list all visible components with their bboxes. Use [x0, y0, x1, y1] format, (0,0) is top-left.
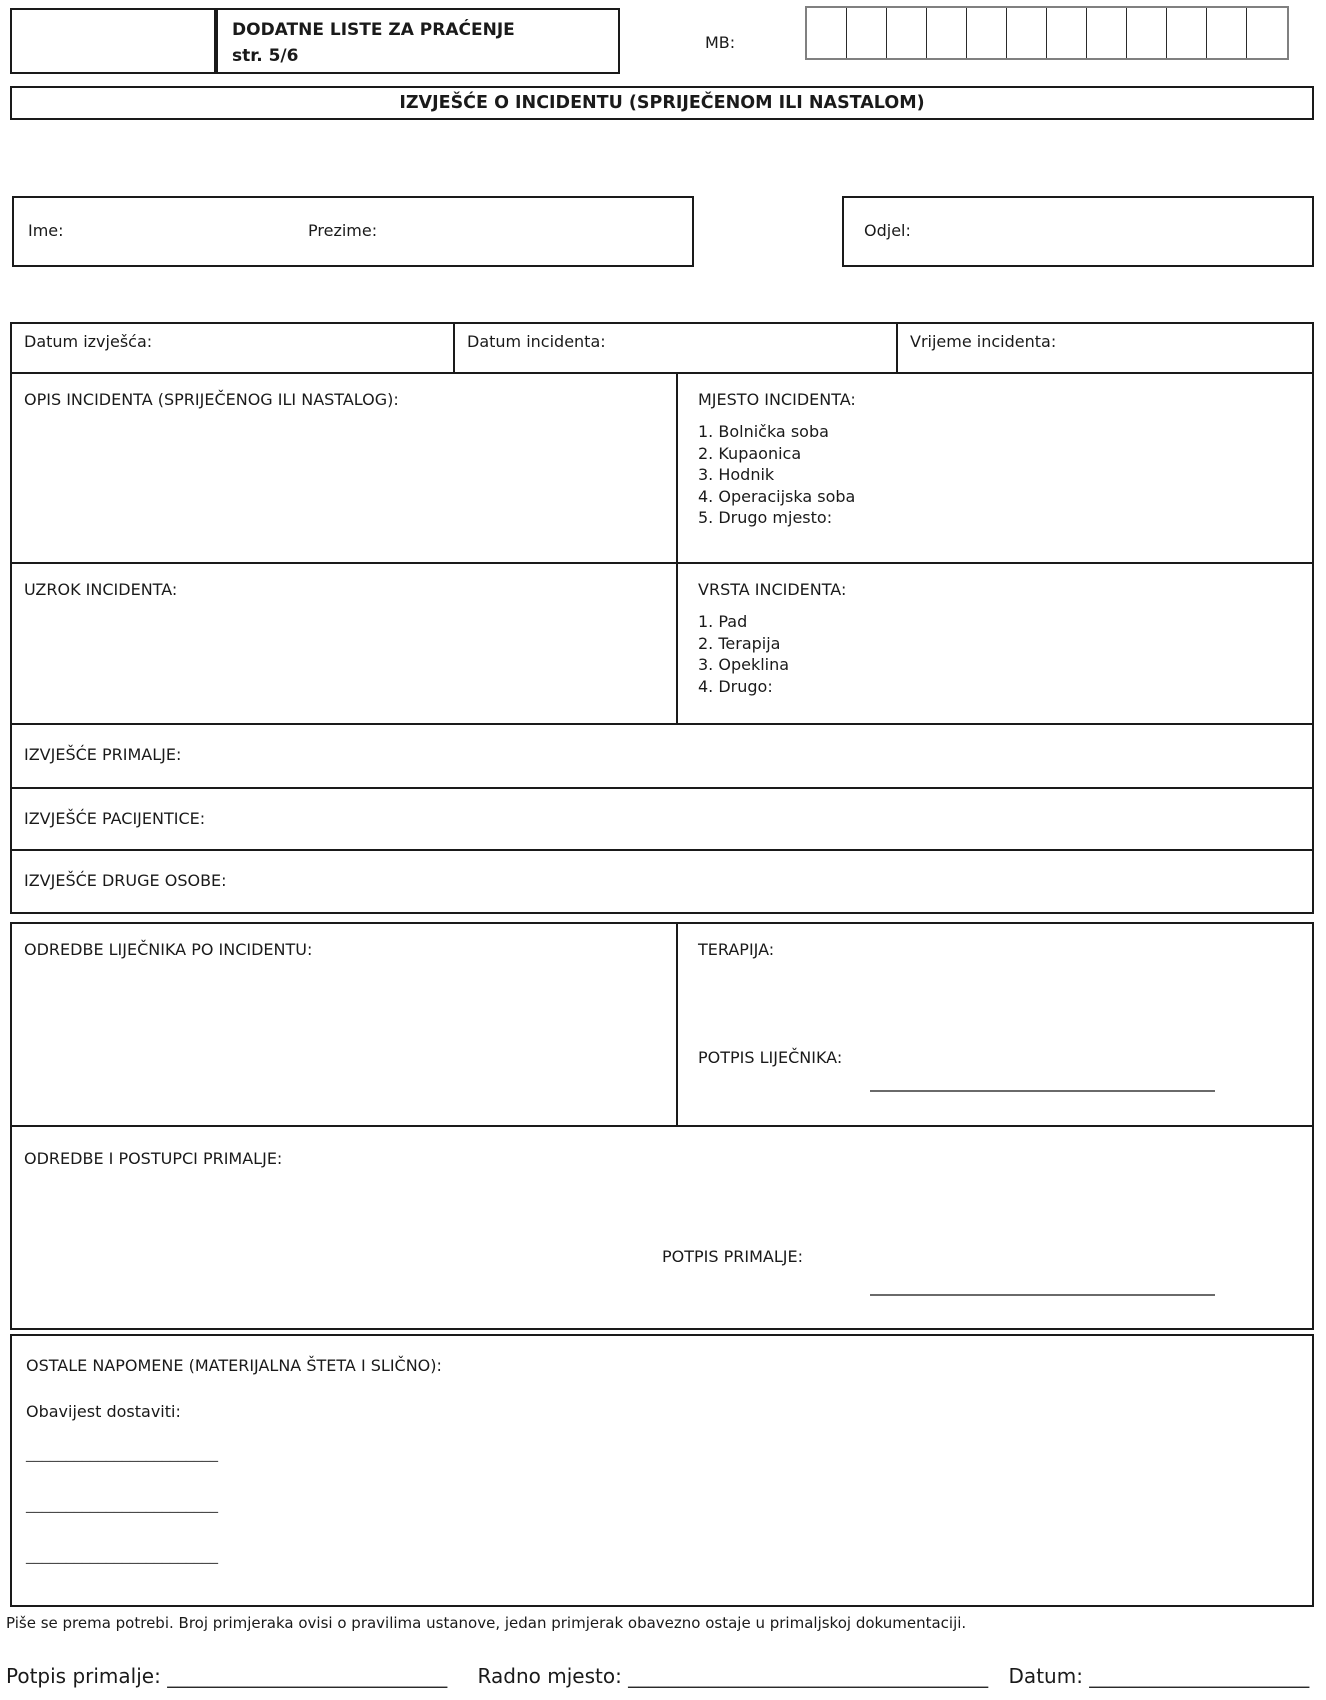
mb-label: MB:: [705, 33, 736, 52]
notify-label: Obavijest dostaviti:: [26, 1402, 181, 1421]
department-label: Odjel:: [864, 221, 911, 240]
notify-blank-line[interactable]: ________________________: [26, 1494, 218, 1513]
page-number: str. 5/6: [232, 46, 299, 66]
doctor-signature-line[interactable]: [870, 1090, 1215, 1092]
mb-digit-grid[interactable]: [805, 6, 1289, 60]
midwife-signature-label: POTPIS PRIMALJE:: [662, 1247, 803, 1266]
notify-blank-line[interactable]: ________________________: [26, 1443, 218, 1462]
midwife-report-label: IZVJEŠĆE PRIMALJE:: [24, 745, 182, 764]
mb-digit-cell[interactable]: [1007, 8, 1047, 58]
other-person-report-label: IZVJEŠĆE DRUGE OSOBE:: [24, 871, 227, 890]
midwife-orders-label: ODREDBE I POSTUPCI PRIMALJE:: [24, 1149, 283, 1168]
date-label: Datum:: [1008, 1664, 1083, 1688]
name-box[interactable]: [12, 196, 694, 267]
mb-digit-cell[interactable]: [927, 8, 967, 58]
mb-digit-cell[interactable]: [807, 8, 847, 58]
mb-digit-cell[interactable]: [847, 8, 887, 58]
type-option[interactable]: 2. Terapija: [698, 633, 781, 653]
midwife-report-cell[interactable]: [12, 725, 1312, 789]
incident-date-label: Datum incidenta:: [467, 332, 606, 351]
workplace-label: Radno mjesto:: [477, 1664, 622, 1688]
mb-digit-cell[interactable]: [1207, 8, 1247, 58]
mb-digit-cell[interactable]: [967, 8, 1007, 58]
mb-digit-cell[interactable]: [1047, 8, 1087, 58]
midwife-signature-footer-label: Potpis primalje:: [6, 1664, 161, 1688]
footer-note: Piše se prema potrebi. Broj primjeraka ovisi o pravilima ustanove, jedan primjerak obavezno ostaje u primaljskoj dokumentaciji.: [6, 1614, 967, 1632]
patient-sticker-box[interactable]: [10, 8, 216, 74]
incident-description-label: OPIS INCIDENTA (SPRIJEČENOG ILI NASTALOG):: [24, 390, 399, 409]
workplace-line[interactable]: ____________________________________: [628, 1664, 989, 1688]
department-box[interactable]: [842, 196, 1314, 267]
incident-type-label: VRSTA INCIDENTA:: [698, 580, 847, 599]
last-name-label: Prezime:: [308, 221, 378, 240]
bottom-signature-row: [6, 1662, 1309, 1690]
midwife-signature-line[interactable]: [870, 1294, 1215, 1296]
therapy-cell[interactable]: [678, 924, 1312, 1127]
report-date-label: Datum izvješća:: [24, 332, 153, 351]
incident-type-cell: [678, 564, 1312, 725]
notify-blank-lines: [26, 1443, 218, 1596]
mb-digit-cell[interactable]: [1247, 8, 1287, 58]
midwife-orders-cell[interactable]: [12, 1127, 1312, 1328]
first-name-label: Ime:: [28, 221, 64, 240]
incident-location-options: [698, 421, 1292, 529]
mb-digit-cell[interactable]: [1127, 8, 1167, 58]
therapy-label: TERAPIJA:: [698, 940, 775, 959]
orders-table: [10, 922, 1314, 1330]
doctor-orders-label: ODREDBE LIJEČNIKA PO INCIDENTU:: [24, 940, 313, 959]
booklet-title: DODATNE LISTE ZA PRAĆENJE: [232, 20, 515, 40]
location-option[interactable]: 4. Operacijska soba: [698, 486, 856, 506]
type-option[interactable]: 3. Opeklina: [698, 655, 790, 674]
incident-time-cell[interactable]: [898, 324, 1312, 374]
doctor-orders-cell[interactable]: [12, 924, 678, 1127]
incident-type-options: [698, 611, 1292, 697]
midwife-signature-footer-line[interactable]: ____________________________: [167, 1664, 448, 1688]
notes-label: OSTALE NAPOMENE (MATERIJALNA ŠTETA I SLIČNO):: [26, 1356, 442, 1375]
incident-cause-label: UZROK INCIDENTA:: [24, 580, 178, 599]
notes-box[interactable]: [10, 1334, 1314, 1607]
incident-location-label: MJESTO INCIDENTA:: [698, 390, 856, 409]
form-header-box: [216, 8, 620, 74]
type-option[interactable]: 1. Pad: [698, 612, 748, 631]
location-option[interactable]: 2. Kupaonica: [698, 443, 802, 463]
incident-location-cell: [678, 374, 1312, 564]
other-person-report-cell[interactable]: [12, 851, 1312, 912]
form-title: IZVJEŠĆE O INCIDENTU (SPRIJEČENOM ILI NASTALOM): [10, 86, 1314, 120]
report-date-cell[interactable]: [12, 324, 455, 374]
incident-table: [10, 322, 1314, 914]
patient-report-cell[interactable]: [12, 789, 1312, 851]
doctor-signature-label: POTPIS LIJEČNIKA:: [698, 1048, 843, 1067]
type-option[interactable]: 4. Drugo:: [698, 676, 773, 696]
incident-cause-cell[interactable]: [12, 564, 678, 725]
mb-digit-cell[interactable]: [1167, 8, 1207, 58]
notify-blank-line[interactable]: ________________________: [26, 1545, 218, 1564]
location-option[interactable]: 1. Bolnička soba: [698, 422, 829, 441]
incident-description-cell[interactable]: [12, 374, 678, 564]
incident-date-cell[interactable]: [455, 324, 898, 374]
date-line[interactable]: ______________________: [1089, 1664, 1310, 1688]
mb-digit-cell[interactable]: [1087, 8, 1127, 58]
patient-report-label: IZVJEŠĆE PACIJENTICE:: [24, 809, 206, 828]
location-option[interactable]: 3. Hodnik: [698, 465, 775, 484]
incident-time-label: Vrijeme incidenta:: [910, 332, 1057, 351]
mb-digit-cell[interactable]: [887, 8, 927, 58]
location-option[interactable]: 5. Drugo mjesto:: [698, 508, 833, 527]
